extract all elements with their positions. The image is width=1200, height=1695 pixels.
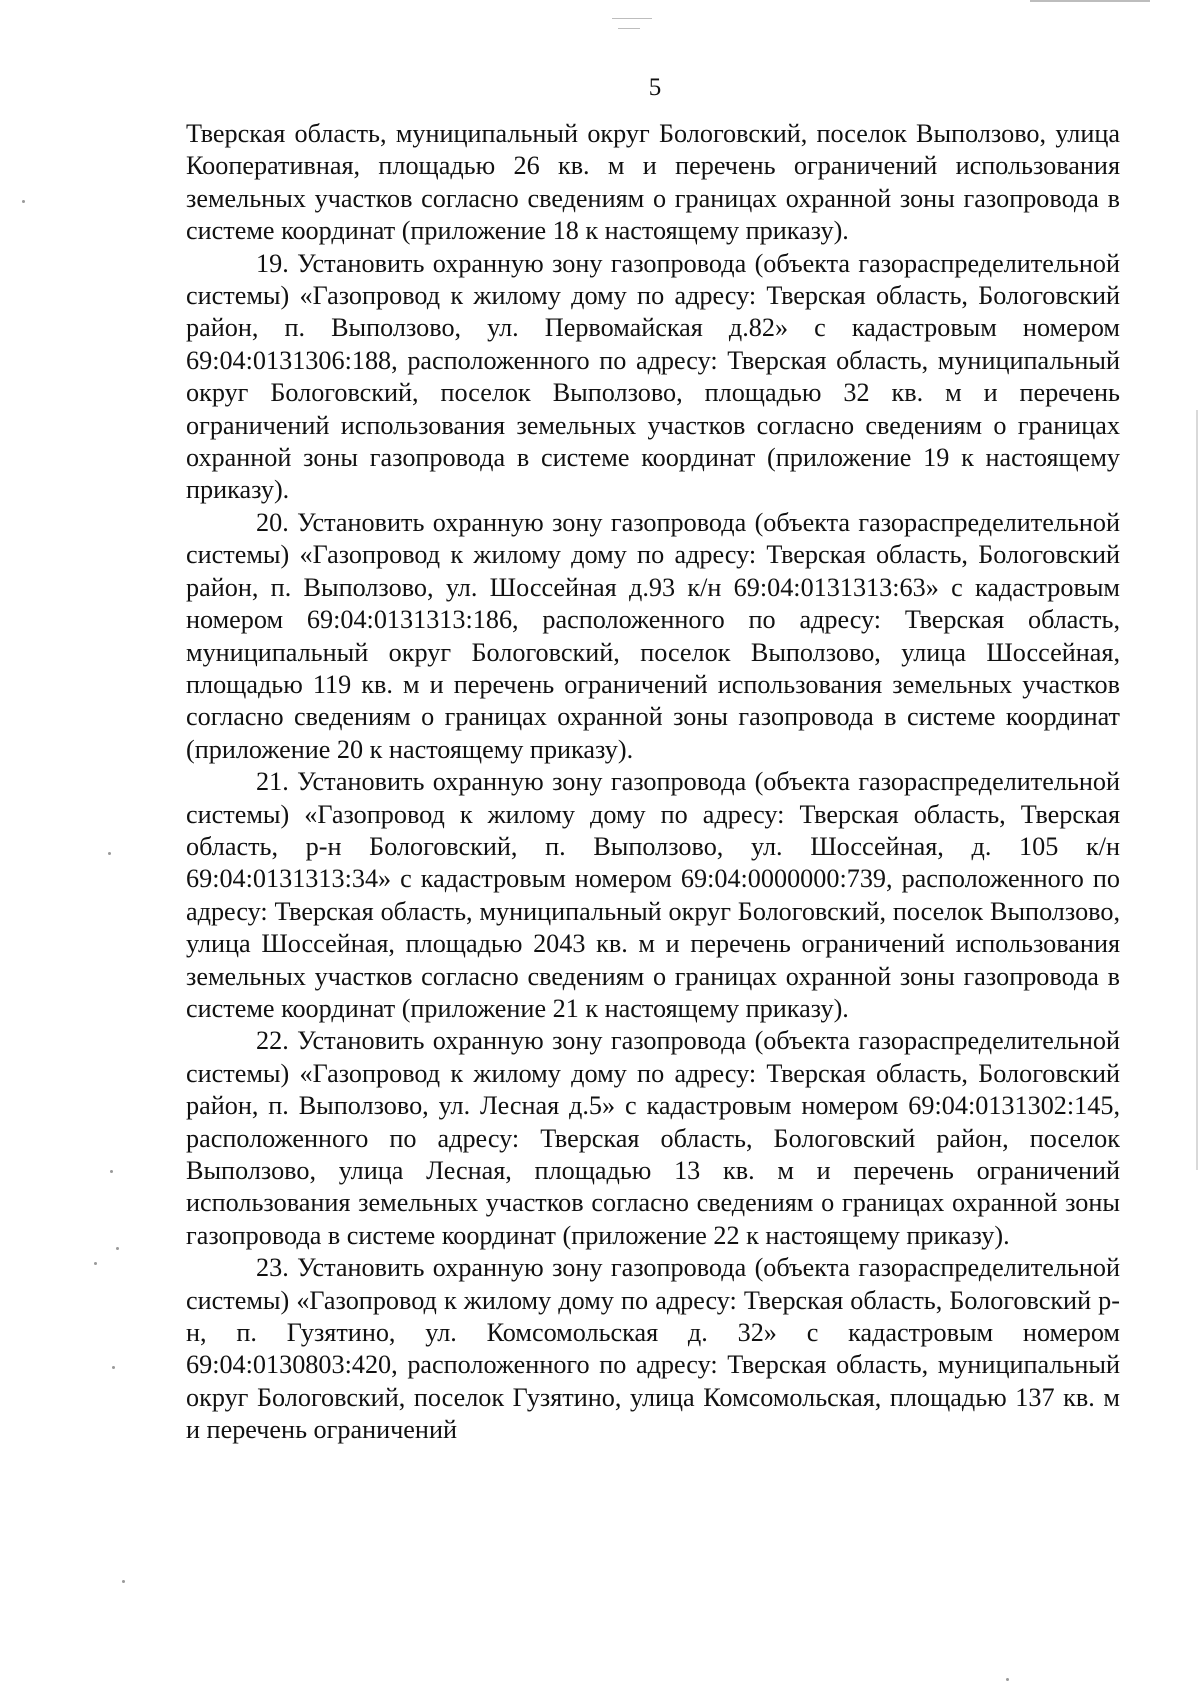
speck bbox=[116, 1247, 119, 1250]
speck bbox=[22, 200, 25, 203]
speck bbox=[1006, 1678, 1009, 1681]
paragraph-continuation: Тверская область, муниципальный округ Бологовский, поселок Выползово, улица Кооперативная, площадью 26 кв. м и перечень ограничений использования земельных участков согласно сведениям о границах охранной зоны газопровода в системе координат (приложение 18 к настоящему приказу). bbox=[186, 119, 1120, 246]
paragraph-item-22: 22. Установить охранную зону газопровода (объекта газораспределительной системы) «Газопровод к жилому дому по адресу: Тверская область, Бологовский район, п. Выползово, ул. Лесная д.5» с кадастровым номером 69:04:0131302:145, расположенного по адресу: Тверская область, Бологовский район, поселок Выползово, улица Лесная, площадью 13 кв. м и перечень ограничений использования земельных участков согласно сведениям о границах охранной зоны газопровода в системе координат (приложение 22 к настоящему приказу). bbox=[186, 1026, 1120, 1250]
document-body bbox=[186, 118, 1120, 1447]
speck bbox=[110, 1170, 113, 1173]
page-number: 5 bbox=[648, 74, 662, 101]
speck bbox=[112, 1366, 115, 1369]
speck bbox=[122, 1580, 125, 1583]
paragraph-item-19: 19. Установить охранную зону газопровода (объекта газораспределительной системы) «Газопровод к жилому дому по адресу: Тверская область, Бологовский район, п. Выползово, ул. Первомайская д.82» с кадастровым номером 69:04:0131306:188, расположенного по адресу: Тверская область, муниципальный округ Бологовский, поселок Выползово, площадью 32 кв. м и перечень ограничений использования земельных участков согласно сведениям о границах охранной зоны газопровода в системе координат (приложение 19 к настоящему приказу). bbox=[186, 248, 1120, 505]
scan-mark-right-edge bbox=[1196, 410, 1198, 1170]
paragraph-item-20: 20. Установить охранную зону газопровода (объекта газораспределительной системы) «Газопровод к жилому дому по адресу: Тверская область, Бологовский район, п. Выползово, ул. Шоссейная д.93 к/н 69:04:0131313:63» с кадастровым номером 69:04:0131313:186, расположенного по адресу: Тверская область, муниципальный округ Бологовский, поселок Выползово, улица Шоссейная, площадью 119 кв. м и перечень ограничений использования земельных участков согласно сведениям о границах охранной зоны газопровода в системе координат (приложение 20 к настоящему приказу). bbox=[186, 507, 1120, 764]
scan-mark-top-2 bbox=[618, 28, 640, 29]
paragraph-item-21: 21. Установить охранную зону газопровода (объекта газораспределительной системы) «Газопровод к жилому дому по адресу: Тверская область, Тверская область, р-н Бологовский, п. Выползово, ул. Шоссейная, д. 105 к/н 69:04:0131313:34» с кадастровым номером 69:04:0000000:739, расположенного по адресу: Тверская область, муниципальный округ Бологовский, поселок Выползово, улица Шоссейная, площадью 2043 кв. м и перечень ограничений использования земельных участков согласно сведениям о границах охранной зоны газопровода в системе координат (приложение 21 к настоящему приказу). bbox=[186, 767, 1120, 1023]
scan-mark-top bbox=[612, 18, 652, 19]
scan-mark-corner bbox=[1030, 0, 1150, 2]
paragraph-item-23: 23. Установить охранную зону газопровода (объекта газораспределительной системы) «Газопровод к жилому дому по адресу: Тверская область, Бологовский р-н, п. Гузятино, ул. Комсомольская д. 32» с кадастровым номером 69:04:0130803:420, расположенного по адресу: Тверская область, муниципальный округ Бологовский, поселок Гузятино, улица Комсомольская, площадью 137 кв. м и перечень ограничений bbox=[186, 1253, 1120, 1445]
speck bbox=[108, 852, 111, 855]
speck bbox=[94, 1262, 97, 1265]
